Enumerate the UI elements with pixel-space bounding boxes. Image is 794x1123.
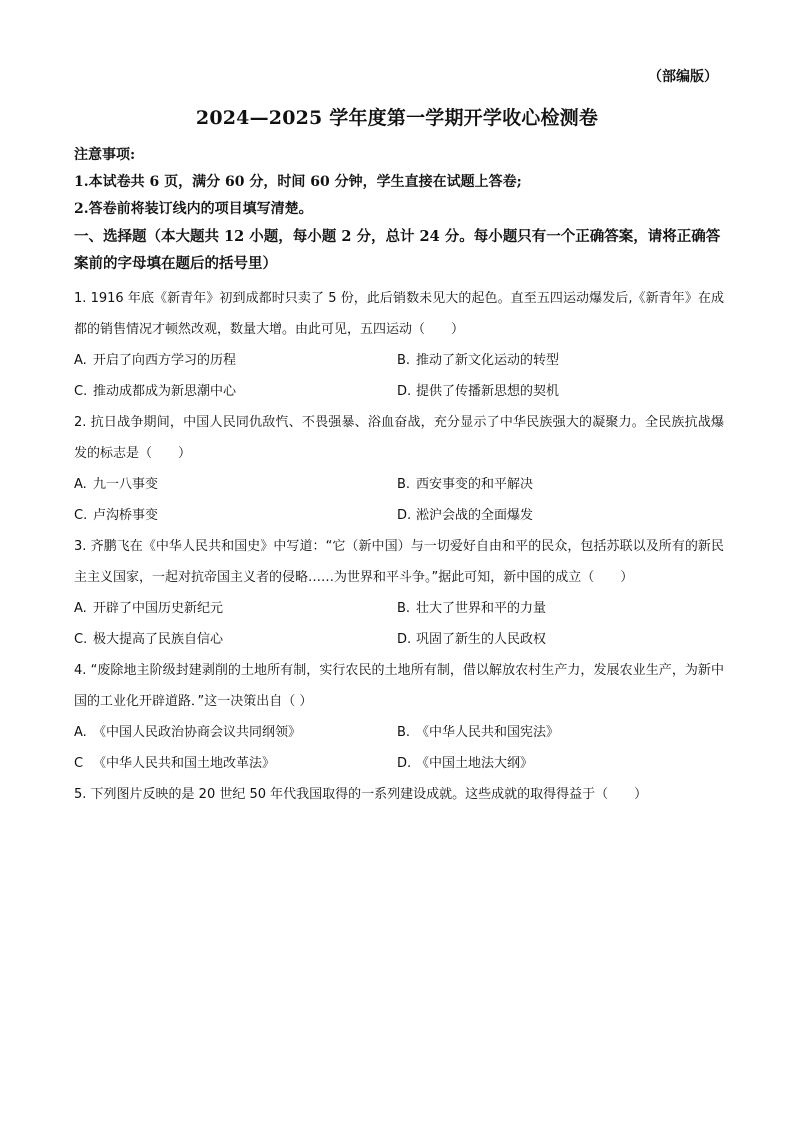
page-title: 2024—2025 学年度第一学期开学收心检测卷 bbox=[195, 107, 599, 129]
option-letter: B. bbox=[397, 601, 411, 616]
option-letter: A. bbox=[74, 477, 87, 492]
option-b bbox=[397, 717, 724, 748]
option-c bbox=[74, 748, 397, 779]
option-b bbox=[397, 469, 724, 500]
exam-content bbox=[74, 142, 724, 810]
option-text: 卢沟桥事变 bbox=[93, 508, 159, 523]
question-stem: 3. 齐鹏飞在《中华人民共和国史》中写道：“它（新中国）与一切爱好自由和平的民众，包括苏联以及所有的新民主主义国家，一起对抗帝国主义者的侵略……为世界和平斗争。”据此可知，新中国的成立（ ） bbox=[74, 539, 724, 585]
option-letter: B. bbox=[397, 353, 411, 368]
question-5 bbox=[74, 779, 724, 810]
option-d bbox=[397, 624, 724, 655]
option-letter: C. bbox=[74, 508, 88, 523]
question-list bbox=[74, 283, 724, 810]
question-3 bbox=[74, 531, 724, 655]
option-grid bbox=[74, 469, 724, 531]
notice-block bbox=[74, 142, 724, 223]
option-letter: D. bbox=[397, 756, 412, 771]
option-text: 《中国人民政治协商会议共同纲领》 bbox=[93, 725, 302, 740]
option-text: 淞沪会战的全面爆发 bbox=[416, 508, 534, 523]
question-stem: 4. “废除地主阶级封建剥削的土地所有制，实行农民的土地所有制，借以解放农村生产力，发展农业生产，为新中国的工业化开辟道路．”这一决策出自（ ） bbox=[74, 663, 724, 709]
section-heading: 一、选择题（本大题共 12 小题，每小题 2 分，总计 24 分。每小题只有一个正确答案，请将正确答案前的字母填在题后的括号里） bbox=[74, 228, 721, 272]
question-1 bbox=[74, 283, 724, 407]
option-text: 极大提高了民族自信心 bbox=[93, 632, 224, 647]
option-text: 开启了向西方学习的历程 bbox=[93, 353, 237, 368]
edition-label: （部编版） bbox=[648, 69, 718, 85]
option-letter: C bbox=[74, 756, 84, 771]
notice-heading: 注意事项: bbox=[74, 147, 136, 163]
option-text: 西安事变的和平解决 bbox=[416, 477, 534, 492]
option-text: 提供了传播新思想的契机 bbox=[416, 384, 560, 399]
option-text: 壮大了世界和平的力量 bbox=[416, 601, 547, 616]
option-grid bbox=[74, 345, 724, 407]
option-text: 推动成都成为新思潮中心 bbox=[93, 384, 237, 399]
option-text: 巩固了新生的人民政权 bbox=[416, 632, 547, 647]
option-b bbox=[397, 593, 724, 624]
question-2 bbox=[74, 407, 724, 531]
option-letter: D. bbox=[397, 508, 412, 523]
option-letter: C. bbox=[74, 632, 88, 647]
option-a bbox=[74, 593, 397, 624]
option-text: 推动了新文化运动的转型 bbox=[416, 353, 560, 368]
option-letter: C. bbox=[74, 384, 88, 399]
option-text: 《中华人民共和国土地改革法》 bbox=[93, 756, 276, 771]
option-d bbox=[397, 500, 724, 531]
option-a bbox=[74, 345, 397, 376]
option-a bbox=[74, 717, 397, 748]
question-stem: 2. 抗日战争期间，中国人民同仇敌忾、不畏强暴、浴血奋战，充分显示了中华民族强大的凝聚力。全民族抗战爆发的标志是（ ） bbox=[74, 415, 724, 461]
notice-item-1: 1.本试卷共 6 页，满分 60 分，时间 60 分钟，学生直接在试题上答卷; bbox=[74, 174, 522, 190]
option-c bbox=[74, 376, 397, 407]
option-letter: D. bbox=[397, 384, 412, 399]
option-letter: A. bbox=[74, 353, 87, 368]
option-d bbox=[397, 376, 724, 407]
option-letter: D. bbox=[397, 632, 412, 647]
question-stem: 5. 下列图片反映的是 20 世纪 50 年代我国取得的一系列建设成就。这些成就的取得得益于（ ） bbox=[74, 787, 648, 802]
option-d bbox=[397, 748, 724, 779]
notice-item-2: 2.答卷前将装订线内的项目填写清楚。 bbox=[74, 201, 313, 217]
option-grid bbox=[74, 717, 724, 779]
option-text: 九一八事变 bbox=[93, 477, 159, 492]
option-text: 《中华人民共和国宪法》 bbox=[416, 725, 560, 740]
option-text: 《中国土地法大纲》 bbox=[416, 756, 534, 771]
option-b bbox=[397, 345, 724, 376]
option-letter: B. bbox=[397, 477, 411, 492]
option-text: 开辟了中国历史新纪元 bbox=[93, 601, 224, 616]
option-letter: A. bbox=[74, 725, 87, 740]
option-a bbox=[74, 469, 397, 500]
option-c bbox=[74, 500, 397, 531]
question-4 bbox=[74, 655, 724, 779]
question-stem: 1. 1916 年底《新青年》初到成都时只卖了 5 份，此后销数未见大的起色。直至五四运动爆发后,《新青年》在成都的销售情况才顿然改观，数量大增。由此可见，五四运动（ ） bbox=[74, 291, 724, 337]
option-c bbox=[74, 624, 397, 655]
option-letter: A. bbox=[74, 601, 87, 616]
option-grid bbox=[74, 593, 724, 655]
option-letter: B. bbox=[397, 725, 411, 740]
